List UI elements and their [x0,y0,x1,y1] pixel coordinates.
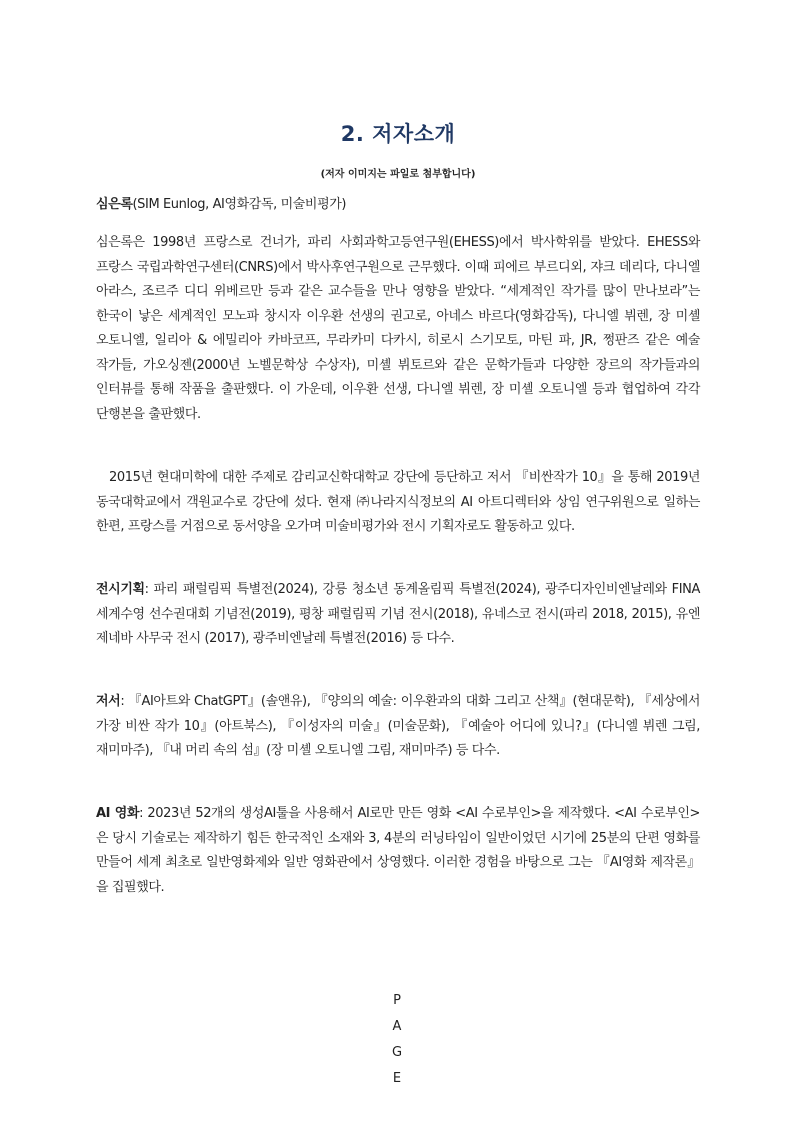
exhibitions-label: 전시기획 [96,582,145,597]
books-text: : 『AI아트와 ChatGPT』(솔앤유), 『양의의 예술: 이우환과의 대화 그리고 산책』(현대문학), 『세상에서 가장 비싼 작가 10』(아트북스), 『이성자의 미술』(미술문화), 『예술아 어디에 있니?』(다니엘 뷔렌 그림, 재미마주), 『내 머리 속의 섬』(장 미셸 오토니엘 그림, 재미마주) 등 다수. [96,694,700,758]
biography-paragraph-2: 2015년 현대미학에 대한 주제로 감리교신학대학교 강단에 등단하고 저서 『비싼작가 10』을 통해 2019년 동국대학교에서 객원교수로 강단에 섰다. 현재 ㈜나라지식정보의 AI 아트디렉터와 상임 연구위원으로 일하는 한편, 프랑스를 거점으로 동서양을 오가며 미술비평가와 전시 기획자로도 활동하고 있다. [96,470,700,534]
author-details: (SIM Eunlog, AI영화감독, 미술비평가) [132,197,347,212]
author-name: 심은록 [96,197,133,212]
page-footer [0,988,794,1092]
books-section [96,690,700,764]
books-label: 저서 [96,694,121,709]
ai-film-label: AI 영화 [96,806,140,821]
author-line [96,193,700,218]
footer-letter: A [392,1019,402,1034]
footer-letter: P [393,993,401,1008]
page-title: 2. 저자소개 [340,122,456,146]
ai-film-section [96,802,700,900]
ai-film-text: : 2023년 52개의 생성AI툴을 사용해서 AI로만 만든 영화 <AI 수로부인>을 제작했다. <AI 수로부인>은 당시 기술로는 제작하기 힘든 한국적인 소재와 3, 4분의 러닝타임이 일반이었던 시기에 25분의 단편 영화를 만들어 세계 최초로 일반영화제와 일반 영화관에서 상영했다. 이러한 경험을 바탕으로 그는 『AI영화 제작론』을 집필했다. [96,806,700,895]
exhibitions-section [96,578,700,652]
exhibitions-text: : 파리 패럴림픽 특별전(2024), 강릉 청소년 동계올림픽 특별전(2024), 광주디자인비엔날레와 FINA 세계수영 선수권대회 기념전(2019), 평창 패럴림픽 기념 전시(2018), 유네스코 전시(파리 2018, 2015), 유엔 제네바 사무국 전시 (2017), 광주비엔날레 특별전(2016) 등 다수. [96,582,700,646]
photo-note: (저자 이미지는 파일로 첨부합니다) [320,169,476,180]
footer-letter: E [392,1071,402,1086]
biography-paragraph-1: 심은록은 1998년 프랑스로 건너가, 파리 사회과학고등연구원(EHESS)에서 박사학위를 받았다. EHESS와 프랑스 국립과학연구센터(CNRS)에서 박사후연구원으로 근무했다. 이때 피에르 부르디외, 쟈크 데리다, 다니엘 아라스, 조르주 디디 위베르만 등과 같은 교수들을 만나 영향을 받았다. “세계적인 작가를 많이 만나보라”는 한국이 낳은 세계적인 모노파 창시자 이우환 선생의 권고로, 아네스 바르다(영화감독), 다니엘 뷔렌, 장 미셸 오토니엘, 일리아 & 에밀리아 카바코프, 무라카미 다카시, 히로시 스기모토, 마틴 파, JR, 쩡판즈 같은 예술 작가들, 가오싱젠(2000년 노벨문학상 수상자), 미셸 뷔토르와 같은 문학가들과 다양한 장르의 작가들과의 인터뷰를 통해 작품을 출판했다. 이 가운데, 이우환 선생, 다니엘 뷔렌, 장 미셸 오토니엘 등과 협업하여 각각 단행본을 출판했다. [96,235,700,422]
footer-letter: G [391,1045,403,1060]
